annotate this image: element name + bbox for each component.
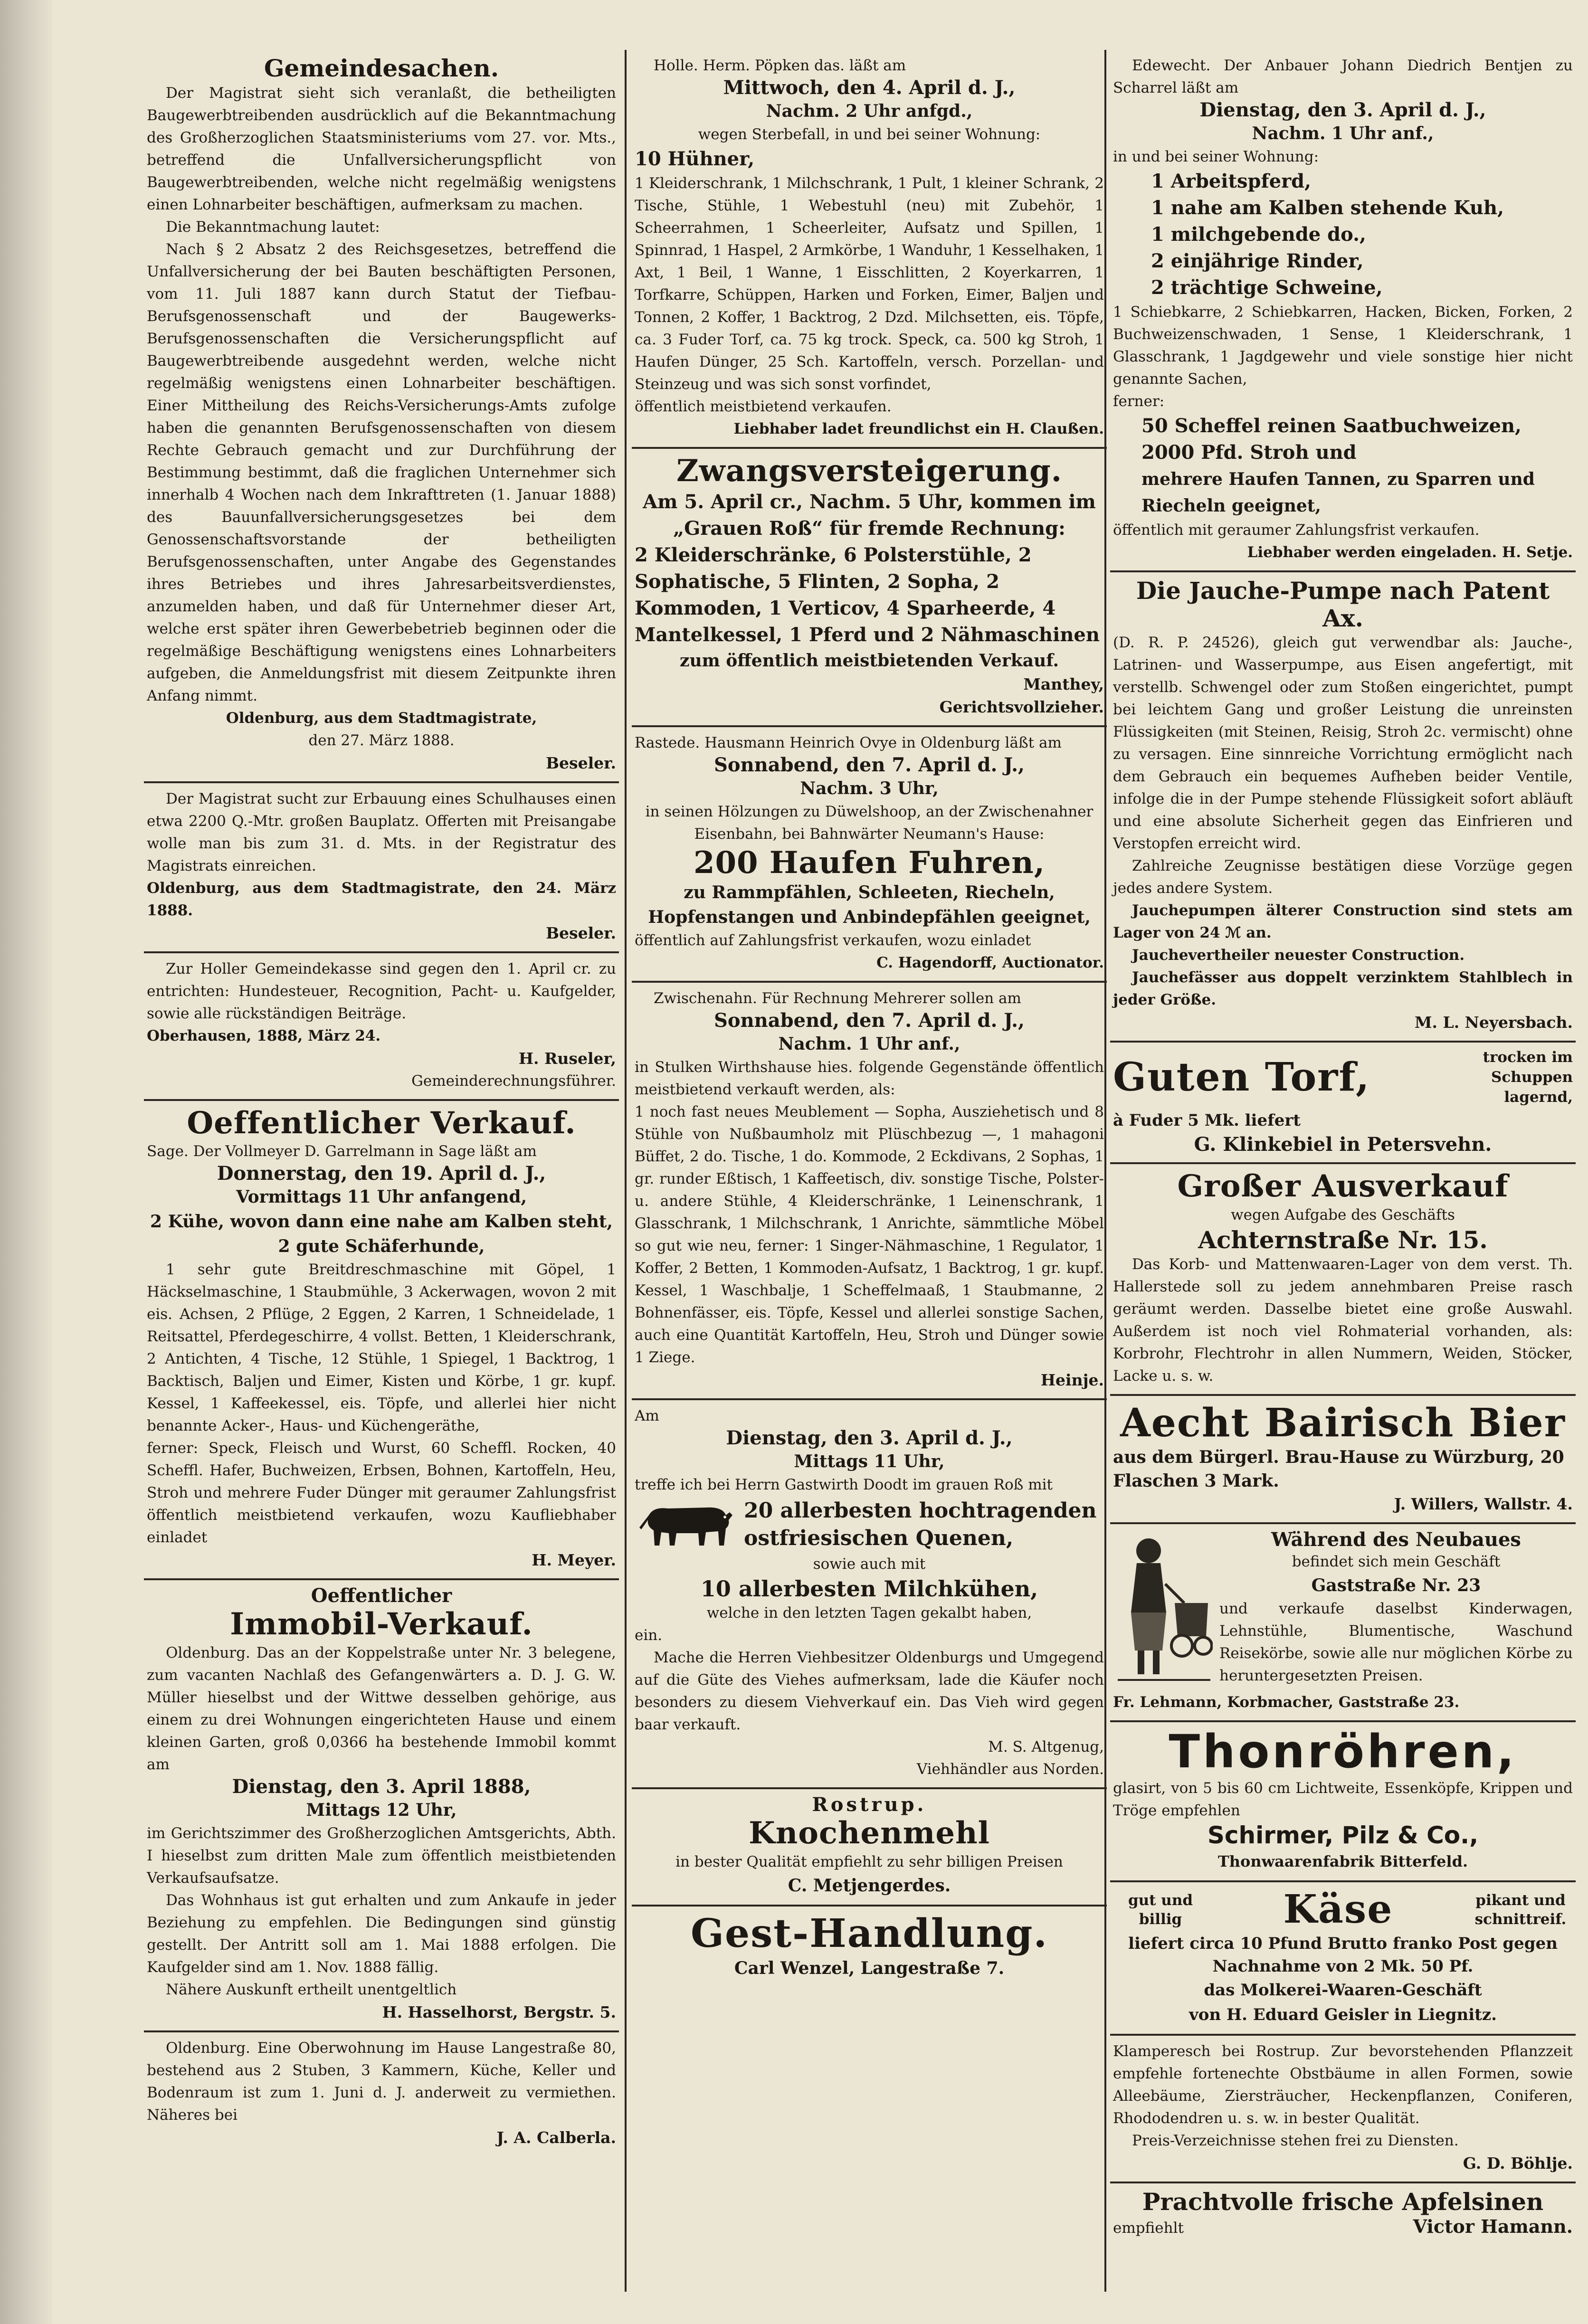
column-3: [1110, 50, 1576, 2292]
ad-signature: Fr. Lehmann, Korbmacher, Gaststraße 23.: [1113, 1694, 1460, 1711]
ad-date: Dienstag, den 3. April 1888,: [232, 1775, 531, 1798]
ad-title: Oeffentlicher Verkauf.: [187, 1105, 576, 1141]
ad-date: Donnerstag, den 19. April d. J.,: [217, 1162, 546, 1185]
ad-text: das Molkerei-Waaren-Geschäft: [1204, 1980, 1482, 2000]
ad-gemeindekasse: [144, 953, 619, 1101]
ad-signature: Manthey,: [1023, 674, 1104, 693]
ad-knochenmehl: [632, 1789, 1107, 1907]
ad-time: Nachm. 2 Uhr anfgd.,: [766, 101, 973, 121]
ad-place: Oldenburg, aus dem Stadtmagistrate,: [226, 709, 537, 727]
ad-text: Sage. Der Vollmeyer D. Garrelmann in Sage läßt am: [147, 1143, 537, 1160]
ad-item: 50 Scheffel reinen Saatbuchweizen,: [1141, 415, 1521, 437]
ad-text: und verkaufe daselbst Kinderwagen, Lehnstühle, Blumentische, Waschund Reisekörbe, sowie alle nur möglichen Körbe zu heruntergesetzten Preisen.: [1219, 1600, 1573, 1685]
ad-text: ferner: Speck, Fleisch und Wurst, 60 Scheffl. Rocken, 40 Scheffl. Hafer, Buchweizen, Erbsen, Bohnen, Kartoffeln, Heu, Stroh und mehrere Fuder Dünger mit geraumer Zahlungsfrist öffentlich meistbietend verkaufen, wozu Kaufliebhaber einladet: [147, 1440, 616, 1546]
ad-signature: J. A. Calberla.: [496, 2128, 616, 2147]
ad-text: (D. R. P. 24526), gleich gut verwendbar als: Jauche-, Latrinen- und Wasserpumpe, aus Eisen angefertigt, mit verstellb. Schwengel oder zum Stoßen eingerichtet, pumpt bei leichtem Gang und großer Leistung die unreinsten Flüssigkeiten (mit Steinen, Reisig, Stroh 2c. vermischt) ohne zu versagen. Eine sinnreiche Vorrichtung ermöglicht nach dem Gebrauch ein bequemes Aufheben beider Ventile, infolge die in der Pumpe stehende Flüssigkeit sofort abläuft und eine absolute Sicherheit gegen das Einfrieren und Verstopfen erreicht wird.: [1113, 634, 1573, 852]
ad-text: im Gerichtszimmer des Großherzoglichen Amtsgerichts, Abth. I hieselbst zum dritten Male zum öffentlich meistbietenden Verkaufsaufsatze.: [147, 1824, 616, 1887]
ad-text: Zahlreiche Zeugnisse bestätigen diese Vorzüge gegen jedes andere System.: [1113, 857, 1573, 897]
column-rule-1: [625, 50, 627, 2292]
ad-date: Sonnabend, den 7. April d. J.,: [714, 1009, 1025, 1032]
ad-text: liefert circa 10 Pfund Brutto franko Post gegen Nachnahme von 2 Mk. 50 Pf.: [1128, 1934, 1558, 1976]
ad-street: Gaststraße Nr. 23: [1311, 1575, 1481, 1596]
ad-text: öffentlich auf Zahlungsfrist verkaufen, wozu einladet: [635, 932, 1031, 949]
ad-side-note: pikant und schnittreif.: [1474, 1891, 1567, 1928]
ad-item: 1 Arbeitspferd,: [1151, 170, 1312, 192]
ad-bairisch-bier: [1110, 1396, 1576, 1524]
ad-item: 2 einjährige Rinder,: [1151, 250, 1364, 272]
kaese-header: [1113, 1887, 1573, 1932]
ad-text: Zur Holler Gemeindekasse sind gegen den 1. April cr. zu entrichten: Hundesteuer, Recognition, Pacht- u. Kaufgelder, sowie alle rückständigen Beiträge.: [147, 960, 616, 1022]
ad-date: den 27. März 1888.: [308, 731, 455, 749]
ad-text: Am: [635, 1407, 659, 1425]
ad-signature: H. Meyer.: [532, 1551, 616, 1570]
ad-list: zu Rammpfählen, Schleeten, Riecheln, Hopfenstangen und Anbindepfählen geeignet,: [648, 882, 1091, 928]
ad-date: Sonnabend, den 7. April d. J.,: [714, 753, 1025, 776]
cattle-block: [635, 1496, 1104, 1553]
ad-text: Das Korb- und Mattenwaaren-Lager von dem verst. Th. Hallerstede soll zu jedem annehmbaren Preise rasch geräumt werden. Dasselbe bietet eine große Auswahl. Außerdem ist noch viel Rohmaterial vorhanden, als: Korbrohr, Flechtrohr in allen Nummern, Weiden, Stöcker, Lacke u. s. w.: [1113, 1256, 1573, 1385]
ad-text: Zwischenahn. Für Rechnung Mehrerer sollen am: [654, 990, 1021, 1007]
ad-role: Gerichtsvollzieher.: [939, 697, 1104, 716]
ad-ausverkauf: [1110, 1164, 1576, 1396]
ad-text: welche in den letzten Tagen gekalbt haben,: [706, 1604, 1032, 1622]
ad-signature: Heinje.: [1040, 1371, 1104, 1390]
ad-item: 1 milchgebende do.,: [1151, 223, 1366, 246]
ad-text: Rastede. Hausmann Heinrich Ovye in Oldenburg läßt am: [635, 734, 1062, 751]
ad-date: Dienstag, den 3. April d. J.,: [726, 1427, 1013, 1450]
ad-signature: Victor Hamann.: [1413, 2216, 1573, 2238]
ad-title: Käse: [1283, 1887, 1393, 1933]
ad-title: Zwangsversteigerung.: [676, 453, 1063, 489]
ad-place: Rostrup.: [812, 1793, 927, 1816]
ad-signature: G. D. Böhlje.: [1463, 2153, 1573, 2172]
ad-text: ein.: [635, 1627, 663, 1644]
ad-oeffentlicher-verkauf: [144, 1101, 619, 1581]
ad-signature: C. Metjengerdes.: [788, 1875, 951, 1896]
ad-title: Gest-Handlung.: [690, 1910, 1048, 1956]
ad-text: sowie auch mit: [813, 1556, 926, 1573]
ad-title: Guten Torf,: [1113, 1054, 1370, 1100]
ad-gest-handlung: [632, 1907, 1107, 1987]
ad-text: in Stulken Wirthshause hies. folgende Gegenstände öffentlich meistbietend verkauft werden, als:: [635, 1059, 1104, 1099]
ad-viehverkauf: [632, 1400, 1107, 1789]
ad-edewecht: [1110, 50, 1576, 572]
ad-text: Die Bekanntmachung lautet:: [166, 218, 380, 236]
ad-place: Oldenburg, aus dem Stadtmagistrate, den 24. März 1888.: [147, 879, 616, 919]
ad-text: aus dem Bürgerl. Brau-Hause zu Würzburg, 20 Flaschen 3 Mark.: [1113, 1447, 1564, 1491]
ad-time: Nachm. 1 Uhr anf.,: [778, 1034, 960, 1054]
ad-text: ferner:: [1113, 393, 1165, 410]
ad-text: Oldenburg. Eine Oberwohnung im Hause Langestraße 80, bestehend aus 2 Stuben, 3 Kammern, Küche, Keller und Bodenraum ist zum 1. Juni d. J. anderweit zu vermiethen. Näheres bei: [147, 2039, 616, 2124]
ad-text: in bester Qualität empfiehlt zu sehr billigen Preisen: [675, 1853, 1063, 1870]
ad-title: Gemeindesachen.: [264, 54, 499, 82]
ad-thonroehren: [1110, 1722, 1576, 1882]
ad-signature: Carl Wenzel, Langestraße 7.: [734, 1958, 1005, 1979]
ad-signature: C. Hagendorff, Auctionator.: [876, 954, 1104, 972]
ad-text: Jauchepumpen älterer Construction sind stets am Lager von 24 ℳ an.: [1113, 902, 1573, 941]
ad-title: Während des Neubaues: [1271, 1528, 1521, 1551]
ad-list: 1 noch fast neues Meublement — Sopha, Ausziehetisch und 8 Stühle von Nußbaumholz mit Plüschbezug —, 1 mahagoni Büffet, 2 do. Tische, 1 do. Kommode, 2 Eckdivans, 2 Sophas, 1 gr. runder Eßtisch, 1 Kaffeetisch, div. sonstige Tische, Polster- u. andere Stühle, 4 Kleiderschränke, 1 Leinenschrank, 1 Glasschrank, 1 Milchschrank, 1 Anrichte, sämmtliche Möbel so gut wie neu, ferner: 1 Singer-Nähmaschine, 1 Regulator, 1 Koffer, 2 Betten, 1 Kommoden-Aufsatz, 1 Backtrog, 1 gr. kupf. Kessel, 1 Waschbalje, 1 Scheffelmaaß, 1 Staubmanne, 2 Bohnenfässer, eis. Töpfe, Kessel und allerlei sonstige Sachen, auch eine Quantität Kartoffeln, Heu, Stroh und Dünger sowie 1 Ziege.: [635, 1103, 1104, 1366]
ad-bauplatz: [144, 783, 619, 953]
ad-text: Jauchefässer aus doppelt verzinktem Stahlblech in jeder Größe.: [1113, 969, 1573, 1008]
ad-signature: H. Ruseler,: [518, 1049, 616, 1068]
ad-item: 2 trächtige Schweine,: [1151, 276, 1383, 299]
newspaper-page: [135, 50, 1579, 2315]
ad-date: Dienstag, den 3. April d. J.,: [1199, 99, 1486, 121]
ad-jauchepumpe: [1110, 572, 1576, 1043]
ad-time: Mittags 11 Uhr,: [794, 1451, 945, 1472]
ad-title: Knochenmehl: [749, 1815, 990, 1851]
ad-text: Holle. Herm. Pöpken das. läßt am: [654, 57, 906, 74]
ad-text: wegen Aufgabe des Geschäfts: [1231, 1206, 1455, 1224]
column-1: [144, 50, 619, 2292]
ad-text: in und bei seiner Wohnung:: [1113, 148, 1319, 165]
ad-text: Das Wohnhaus ist gut erhalten und zum Ankaufe in jeder Beziehung zu empfehlen. Die Bedingungen sind günstig gestellt. Der Antritt soll am 1. Mai 1888 erfolgen. Die Kaufgelder sind am 1. Nov. 1888 fällig.: [147, 1891, 616, 1976]
ad-text: Am 5. April cr., Nachm. 5 Uhr, kommen im „Grauen Roß“ für fremde Rechnung:: [643, 490, 1096, 540]
ad-text: öffentlich meistbietend verkaufen.: [635, 398, 892, 415]
ad-text: treffe ich bei Herrn Gastwirth Doodt im grauen Roß mit: [635, 1476, 1053, 1494]
ad-text: zum öffentlich meistbietenden Verkauf.: [680, 650, 1059, 671]
ad-guten-torf: [1110, 1043, 1576, 1164]
ad-list: 2 Kleiderschränke, 6 Polsterstühle, 2 Sophatische, 5 Flinten, 2 Sopha, 2 Kommoden, 1 Verticov, 4 Sparheerde, 4 Mantelkessel, 1 Pferd und 2 Nähmaschinen: [635, 543, 1100, 646]
ad-text: wegen Sterbefall, in und bei seiner Wohnung:: [698, 126, 1041, 143]
ad-signature: Beseler.: [546, 923, 616, 942]
ad-item: 1 nahe am Kalben stehende Kuh,: [1151, 197, 1504, 219]
ad-text: Nach § 2 Absatz 2 des Reichsgesetzes, betreffend die Unfallversicherung der bei Bauten beschäftigten Personen, vom 11. Juli 1887 kann durch Statut der Tiefbau-Berufsgenossenschaft und der Baugewerks-Berufsgenossenschaften die Versicherungspflicht auf Baugewerbtreibende ausgedehnt werden, welche nicht regelmäßig wenigstens einen Lohnarbeiter beschäftigen. Einer Mittheilung des Reichs-Versicherungs-Amts zufolge haben die genannten Berufsgenossenschaften von diesem Rechte Gebrauch gemacht und zur Durchführung der Bestimmung bestimmt, daß die fraglichen Unternehmer sich innerhalb 4 Wochen nach dem Inkrafttreten (1. Januar 1888) des Bauunfallversicherungsgesetzes bei dem Genossenschaftsvorstande der betheiligten Berufsgenossenschaften, unter Angabe des Gegenstandes ihres Betriebes und ihres Jahresarbeitsverdienstes, anzumelden haben, und daß für Unternehmer dieser Art, welche erst später ihren Gewerbebetrieb beginnen oder die regelmäßige Beschäftigung wenigstens eines Lohnarbeiters aufgeben, die Anmeldungsfrist mit diesem Zeitpunkte ihren Anfang nimmt.: [147, 240, 616, 704]
ad-signature: Beseler.: [546, 753, 616, 772]
ad-role: Viehhändler aus Norden.: [916, 1761, 1104, 1778]
ad-text: in seinen Hölzungen zu Düwelshoop, an der Zwischenahner Eisenbahn, bei Bahnwärter Neumann's Hause:: [645, 803, 1094, 843]
ad-text: Edewecht. Der Anbauer Johann Diedrich Bentjen zu Scharrel läßt am: [1113, 57, 1573, 96]
column-2: [632, 50, 1107, 2292]
ad-item: mehrere Haufen Tannen, zu Sparren und Riecheln geeignet,: [1141, 469, 1535, 516]
torf-header: [1113, 1047, 1573, 1107]
ad-signature: H. Hasselhorst, Bergstr. 5.: [382, 2002, 616, 2021]
ad-text: befindet sich mein Geschäft: [1292, 1553, 1501, 1571]
ad-signature: Liebhaber werden eingeladen. H. Setje.: [1247, 544, 1573, 561]
ad-zwischenahn: [632, 983, 1107, 1400]
ad-place: Oberhausen, 1888, März 24.: [147, 1027, 381, 1044]
ad-list: 1 Kleiderschrank, 1 Milchschrank, 1 Pult, 1 kleiner Schrank, 2 Tische, Stühle, 1 Webestuhl (neu) mit Zubehör, 1 Scheerrahmen, 1 Scheerleiter, Aufsatz und Spillen, 1 Spinnrad, 1 Haspel, 2 Armkörbe, 1 Wanduhr, 1 Kesselhaken, 1 Axt, 1 Beil, 1 Wanne, 1 Eisschlitten, 2 Koyerkarren, 1 Torfkarre, Schüppen, Harken und Forken, Eimer, Baljen und Tonnen, 2 Koffer, 1 Backtrog, 2 Dzd. Milchsetten, eis. Töpfe, ca. 3 Fuder Torf, ca. 75 kg trock. Speck, ca. 500 kg Stroh, 1 Haufen Dünger, 25 Sch. Kartoffeln, versch. Porzellan- und Steinzeug und was sich sonst vorfindet,: [635, 175, 1104, 393]
ad-time: Nachm. 3 Uhr,: [800, 778, 939, 798]
ad-date: Mittwoch, den 4. April d. J.,: [723, 76, 1016, 99]
ad-side-note: gut und billig: [1128, 1891, 1193, 1928]
ad-big: 200 Haufen Fuhren,: [693, 844, 1046, 881]
ad-text: Klamperesch bei Rostrup. Zur bevorstehenden Pflanzzeit empfehle fortenechte Obstbäume in allen Formen, sowie Alleebäume, Ziersträucher, Heckenpflanzen, Coniferen, Rhododendren u. s. w. in bester Qualität.: [1113, 2042, 1573, 2127]
ad-ovye: [632, 727, 1107, 983]
ad-baumschule: [1110, 2036, 1576, 2183]
ad-big: 10 allerbesten Milchkühen,: [700, 1576, 1038, 1602]
ad-big: 20 allerbesten hochtragenden ostfriesischen Quenen,: [744, 1499, 1097, 1551]
ad-subtitle: Thonwaarenfabrik Bitterfeld.: [1217, 1852, 1468, 1871]
ad-side-note: trocken im Schuppen lagernd,: [1483, 1049, 1573, 1106]
ad-text: Jauchevertheiler neuester Construction.: [1132, 947, 1465, 964]
ad-title: Großer Ausverkauf: [1177, 1168, 1509, 1204]
ad-signature: Liebhaber ladet freundlichst ein H. Claußen.: [733, 420, 1104, 437]
ad-time: Mittags 12 Uhr,: [306, 1800, 457, 1820]
ad-time: Vormittags 11 Uhr anfangend,: [236, 1187, 527, 1207]
page-binding-edge: [0, 0, 52, 2324]
ad-text: Der Magistrat sucht zur Erbauung eines Schulhauses einen etwa 2200 Q.-Mtr. großen Bauplatz. Offerten mit Preisangabe wolle man bis zum 31. d. Mts. in der Registratur des Magistrats einreichen.: [147, 790, 616, 874]
apfelsinen-footer: [1113, 2215, 1573, 2239]
ad-text: glasirt, von 5 bis 60 cm Lichtweite, Essenköpfe, Krippen und Tröge empfehlen: [1113, 1779, 1573, 1819]
ad-text: à Fuder 5 Mk. liefert: [1113, 1111, 1301, 1130]
ad-signature: von H. Eduard Geisler in Liegnitz.: [1189, 2005, 1497, 2024]
ad-time: Nachm. 1 Uhr anf.,: [1252, 123, 1434, 143]
ad-street: Achternstraße Nr. 15.: [1198, 1225, 1488, 1254]
ad-text: Nähere Auskunft ertheilt unentgeltlich: [166, 1981, 457, 1998]
ad-text: öffentlich mit geraumer Zahlungsfrist verkaufen.: [1113, 522, 1480, 539]
ad-list: 1 sehr gute Breitdreschmaschine mit Göpel, 1 Häckselmaschine, 1 Staubmühle, 3 Ackerwagen, wovon 2 mit eis. Achsen, 2 Pflüge, 2 Eggen, 2 Karren, 1 Schneidelade, 1 Reitsattel, Pferdegeschirre, 4 vollst. Betten, 1 Kleiderschrank, 2 Antichten, 4 Tische, 12 Stühle, 1 Spiegel, 1 Backtrog, 1 Backtisch, Baljen und Eimer, Kisten und Körbe, 1 gr. kupf. Kessel, 1 Kaffeekessel, eis. Töpfe, und allerlei hier nicht benannte Acker-, Haus- und Küchengeräthe,: [147, 1261, 616, 1435]
ad-lead: 2 Kühe, wovon dann eine nahe am Kalben steht, 2 gute Schäferhunde,: [150, 1212, 613, 1257]
ad-text: Der Magistrat sieht sich veranlaßt, die betheiligten Baugewerbtreibenden ausdrücklich auf die Bekanntmachung des Großherzoglichen Staatsministeriums vom 27. vor. Mts., betreffend die Unfallversicherungspflicht von Baugewerbtreibenden, welche nicht regelmäßig wenigstens einen Lohnarbeiter beschäftigen, aufmerksam zu machen.: [147, 84, 616, 213]
ad-neubau: [1110, 1524, 1576, 1722]
ad-pretitle: Oeffentlicher: [311, 1584, 452, 1607]
ad-text: Preis-Verzeichnisse stehen frei zu Diensten.: [1132, 2132, 1459, 2149]
child-with-pram-illustration: [1113, 1532, 1213, 1688]
ad-immobil-verkauf: [144, 1580, 619, 2032]
ad-lead: 10 Hühner,: [635, 148, 755, 170]
ad-text: Oldenburg. Das an der Koppelstraße unter Nr. 3 belegene, zum vacanten Nachlaß des Gefangenwärters a. D. J. G. W. Müller hieselbst und der Wittwe desselben gehörige, aus einem zu drei Wohnungen eingerichteten Hause und einem kleinen Garten, groß 0,0366 ha bestehende Immobil kommt am: [147, 1644, 616, 1773]
ad-title: Thonröhren,: [1169, 1725, 1517, 1779]
ad-title: Prachtvolle frische Apfelsinen: [1142, 2187, 1544, 2216]
ad-oberwohnung: [144, 2032, 619, 2156]
ad-text: Mache die Herren Viehbesitzer Oldenburgs und Umgegend auf die Güte des Viehes aufmerksam, lade die Käufer noch besonders zu diesem Viehverkauf ein. Das Vieh wird gegen baar verkauft.: [635, 1649, 1104, 1734]
ad-firm: Schirmer, Pilz & Co.,: [1207, 1821, 1479, 1849]
ad-kaese: [1110, 1882, 1576, 2035]
ad-signature: M. L. Neyersbach.: [1414, 1013, 1573, 1032]
ad-text: empfiehlt: [1113, 2220, 1184, 2237]
ad-signature: J. Willers, Wallstr. 4.: [1394, 1495, 1573, 1514]
ad-zwangsversteigerung: [632, 449, 1107, 727]
ad-gemeindesachen: [144, 50, 619, 783]
ad-title: Immobil-Verkauf.: [230, 1606, 533, 1642]
ad-title: Die Jauche-Pumpe nach Patent Ax.: [1136, 577, 1550, 632]
ad-apfelsinen: [1110, 2183, 1576, 2247]
ad-role: Gemeinderechnungsführer.: [411, 1072, 616, 1090]
ad-poepken: [632, 50, 1107, 449]
ox-icon: [635, 1496, 739, 1553]
ad-item: 2000 Pfd. Stroh und: [1141, 441, 1357, 464]
ad-list: 1 Schiebkarre, 2 Schiebkarren, Hacken, Bicken, Forken, 2 Buchweizenschwaden, 1 Sense, 1 Kleiderschrank, 1 Glasschrank, 1 Jagdgewehr und viele sonstige hier nicht genannte Sachen,: [1113, 304, 1573, 388]
ad-title: Aecht Bairisch Bier: [1120, 1400, 1566, 1446]
ad-signature: M. S. Altgenug,: [988, 1738, 1104, 1756]
ad-signature: G. Klinkebiel in Petersvehn.: [1194, 1133, 1492, 1156]
